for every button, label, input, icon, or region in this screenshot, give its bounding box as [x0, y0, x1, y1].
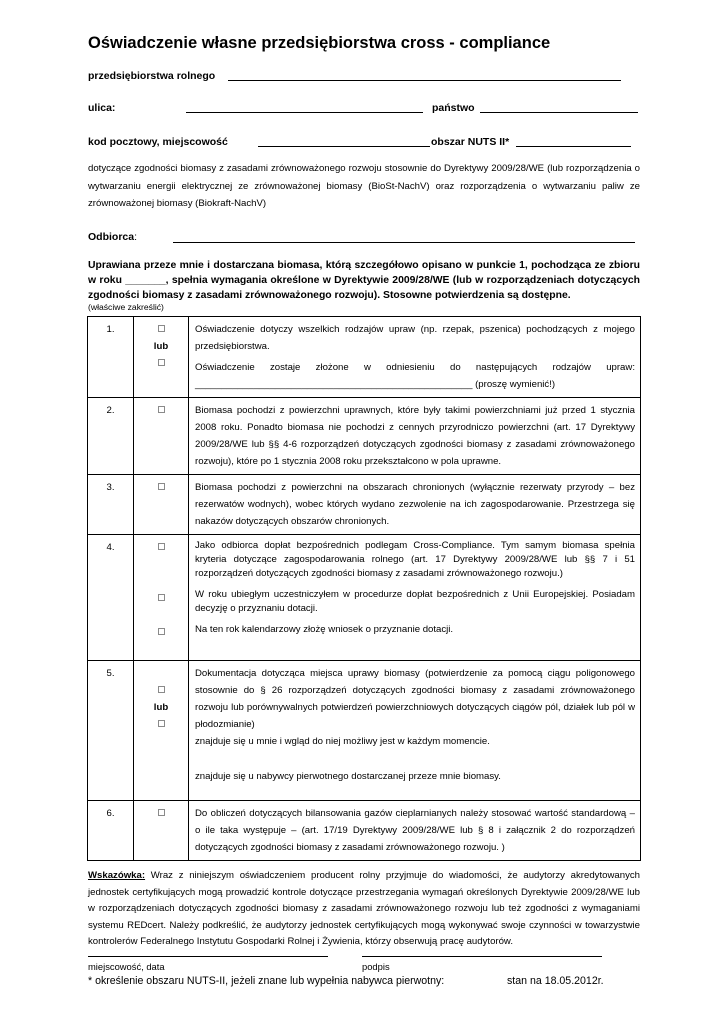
- table-row: [88, 317, 641, 398]
- check-hint: (właściwe zakreślić): [88, 302, 164, 312]
- or-label: lub: [153, 341, 169, 352]
- postal-label: kod pocztowy, miejscowość: [88, 136, 228, 148]
- checkbox-cell: [134, 801, 189, 861]
- note-body: Wraz z niniejszym oświadczeniem producent rolny przyjmuje do wiadomości, że audytorzy akredytowanych jednostek certyfikujących mogą prowadzić kontrole dotyczące przestrzegania wymagań określonych Dyrektywie 2009/28/WE lub w rozporządzeniach dotyczących zgodności biomasy z zasadami zrównoważonego rozwoju lub też zgodności z wymaganiami systemu REDcert. Należy podkreślić, że audytorzy jednostek certyfikujących mogą wykonywać swoje czynności w towarzystwie kontrolerów Federalnego Instytutu Gospodarki Rolnej i Żywienia, którzy obserwują pracę audytorów.: [88, 870, 640, 947]
- table-row: [88, 398, 641, 475]
- criterion-paragraph: Biomasa pochodzi z powierzchni na obszarach chronionych (wyłącznie rezerwaty przyrody – bez rezerwatów wodnych), wobec których wydano zezwolenie na ich zagospodarowanie. Przestrzega się nakazów dotyczących obszarów chronionych.: [195, 482, 635, 527]
- criterion-text: [189, 398, 641, 475]
- postal-input-line[interactable]: [258, 146, 430, 147]
- checkbox[interactable]: [158, 720, 165, 727]
- criterion-paragraph: Do obliczeń dotyczących bilansowania gazów cieplarnianych należy stosować wartość standardową – o ile taka występuje – (art. 17/19 Dyrektywy 2009/28/WE lub § 8 i załącznik 2 do rozporządzeń dotyczących zgodności biomasy z zasadami zrównoważonego rozwoju. ): [195, 808, 635, 853]
- table-row: [88, 475, 641, 535]
- checkbox-cell: [134, 398, 189, 475]
- place-date-label: miejscowość, data: [88, 961, 165, 972]
- row-number: 3.: [88, 475, 134, 535]
- version-date: stan na 18.05.2012r.: [507, 975, 604, 987]
- declaration-text: Uprawiana przeze mnie i dostarczana biomasa, którą szczegółowo opisano w punkcie 1, pochodząca ze zbioru w roku _______, spełnia wymagania określone w Dyrektywie 2009/28/WE (lub w rozporządzeniach dotyczących zgodności biomasy z zasadami zrównoważonego rozwoju). Stosowne potwierdzenia są dostępne.: [88, 260, 640, 301]
- criterion-paragraph: Na ten rok kalendarzowy złożę wniosek o przyznanie dotacji.: [195, 624, 454, 635]
- criterion-paragraph: Jako odbiorca dopłat bezpośrednich podlegam Cross-Compliance. Tym samym biomasa spełnia kryteria dotyczące zagospodarowania rolnego (art. 17 Dyrektywy 2009/28/WE lub §§ 7 i 51 rozporządzeń dotyczących zgodności biomasy z zasadami zrównoważonego rozwoju.): [195, 540, 635, 579]
- checkbox-cell: [134, 317, 189, 398]
- recipient-label: Odbiorca:: [88, 231, 138, 243]
- street-input-line[interactable]: [186, 112, 423, 113]
- table-row: [88, 661, 641, 801]
- checkbox[interactable]: [158, 628, 165, 635]
- recipient-input-line[interactable]: [173, 242, 635, 243]
- place-date-line[interactable]: [88, 956, 328, 957]
- table-row: [88, 535, 641, 661]
- note-label: Wskazówka:: [88, 870, 146, 881]
- criterion-text: [189, 801, 641, 861]
- criterion-paragraph: znajduje się u nabywcy pierwotnego dostarczanej przeze mnie biomasy.: [195, 771, 501, 782]
- checkbox[interactable]: [158, 325, 165, 332]
- row-number: 1.: [88, 317, 134, 398]
- note-text: [88, 868, 640, 951]
- signature-line[interactable]: [362, 956, 602, 957]
- checkbox-cell: [134, 661, 189, 801]
- street-label: ulica:: [88, 102, 116, 114]
- criterion-paragraph: Oświadczenie dotyczy wszelkich rodzajów upraw (np. rzepak, pszenica) pochodzących z mojego przedsiębiorstwa.: [195, 324, 635, 352]
- checkbox[interactable]: [158, 543, 165, 550]
- checkbox[interactable]: [158, 483, 165, 490]
- enterprise-input-line[interactable]: [228, 80, 621, 81]
- nuts-footnote: * określenie obszaru NUTS-II, jeżeli znane lub wypełnia nabywca pierwotny:: [88, 975, 445, 987]
- checkbox[interactable]: [158, 594, 165, 601]
- row-number: 2.: [88, 398, 134, 475]
- row-number: 6.: [88, 801, 134, 861]
- checkbox[interactable]: [158, 809, 165, 816]
- enterprise-label: przedsiębiorstwa rolnego: [88, 70, 216, 82]
- criterion-paragraph: Oświadczenie zostaje złożone w odniesieniu do następujących rodzajów upraw: ____________________________________________________ (proszę wymienić!): [195, 362, 635, 390]
- country-label: państwo: [432, 102, 475, 114]
- criterion-paragraph: znajduje się u mnie i wgląd do niej możliwy jest w każdym momencie.: [195, 736, 490, 747]
- table-row: [88, 801, 641, 861]
- criterion-text: [189, 475, 641, 535]
- signature-label: podpis: [362, 961, 390, 972]
- nuts-label: obszar NUTS II*: [431, 136, 510, 148]
- criterion-paragraph: Dokumentacja dotycząca miejsca uprawy biomasy (potwierdzenie za pomocą ciągu poligonowego stosownie do § 26 rozporządzeń dotyczących zgodności biomasy z zasadami zrównoważonego rozwoju lub porównywalnych potwierdzeń powierzchniowych dotyczących ciągów pól, działek lub pól w płodozmianie): [195, 668, 635, 730]
- intro-text: dotyczące zgodności biomasy z zasadami zrównoważonego rozwoju stosownie do Dyrektywy 2009/28/WE (lub rozporządzenia o wytwarzaniu energii elektrycznej ze zrównoważonej biomasy (BioSt-NachV) oraz rozporządzenia o wytwarzaniu paliw ze zrównoważonej biomasy (Biokraft-NachV): [88, 163, 640, 209]
- row-number: 5.: [88, 661, 134, 801]
- row-number: 4.: [88, 535, 134, 661]
- or-label: lub: [153, 702, 169, 713]
- checkbox-cell: [134, 475, 189, 535]
- checkbox[interactable]: [158, 359, 165, 366]
- checkbox[interactable]: [158, 406, 165, 413]
- criterion-paragraph: W roku ubiegłym uczestniczyłem w procedurze dopłat bezpośrednich z Unii Europejskiej. Posiadam decyzję o przyznaniu dotacji.: [195, 589, 635, 614]
- country-input-line[interactable]: [480, 112, 638, 113]
- criteria-table: [87, 316, 641, 861]
- criterion-text: [189, 317, 641, 398]
- criterion-text: [189, 535, 641, 661]
- nuts-input-line[interactable]: [516, 146, 631, 147]
- criterion-paragraph: Biomasa pochodzi z powierzchni uprawnych, które były takimi powierzchniami już przed 1 stycznia 2008 roku. Ponadto biomasa nie pochodzi z cennych przyrodniczo powierzchni (art. 17 Dyrektywy 2009/28/WE lub §§ 4-6 rozporządzeń dotyczących zgodności biomasy z zasadami zrównoważonego rozwoju), które po 1 stycznia 2008 roku przekształcono w pola uprawne.: [195, 405, 635, 467]
- checkbox-cell: [134, 535, 189, 661]
- page-title: Oświadczenie własne przedsiębiorstwa cross - compliance: [88, 34, 551, 52]
- checkbox[interactable]: [158, 686, 165, 693]
- criterion-text: [189, 661, 641, 801]
